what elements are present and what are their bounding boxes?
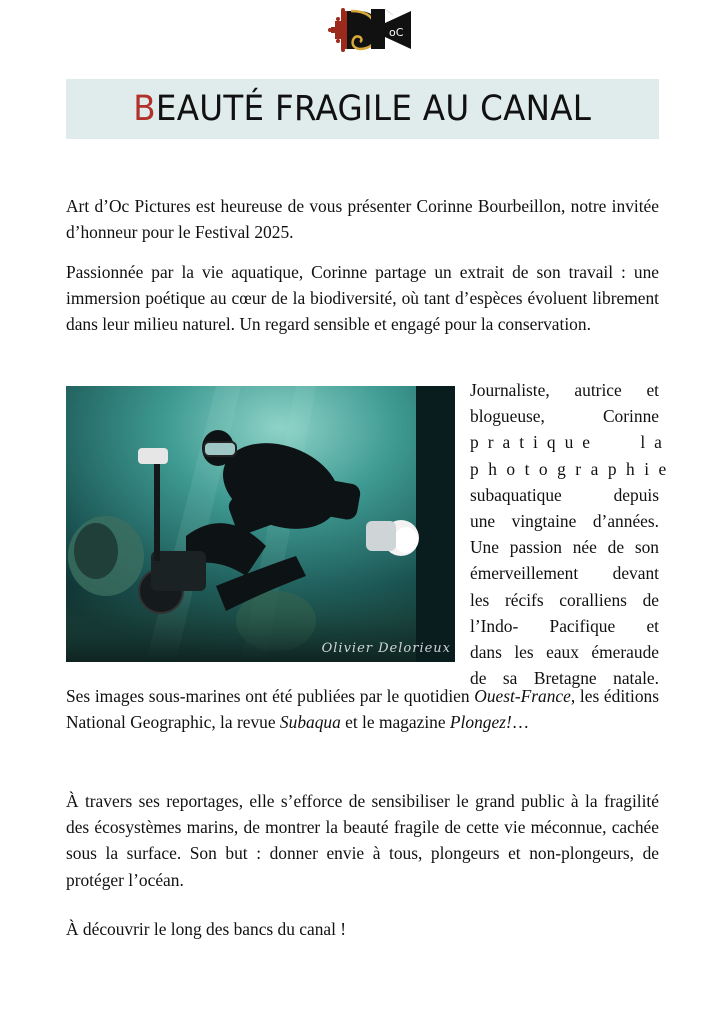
bio-line: de sa Bretagne natale. <box>470 668 659 689</box>
bio-line: subaquatique depuis <box>470 484 659 505</box>
diver-photo <box>66 386 455 662</box>
publications-text: , les éditions National Geographic, la revue <box>66 686 659 733</box>
publication-subaqua: Subaqua <box>279 712 341 733</box>
bio-line: blogueuse, Corinne <box>470 406 659 427</box>
biography-column <box>470 377 676 691</box>
underwater-diver-photo-icon <box>66 386 455 662</box>
occitan-cross-icon <box>328 8 347 52</box>
bio-line: Une passion née de son <box>470 537 659 558</box>
publications-paragraph <box>66 683 659 735</box>
publications-ellipsis: … <box>511 712 530 733</box>
photographer-signature: Olivier Delorieux <box>321 641 451 656</box>
page-title <box>133 88 592 129</box>
bio-line: dans les eaux émeraude <box>470 642 659 663</box>
closing-line: À découvrir le long des bancs du canal ! <box>66 919 347 939</box>
publication-ouest-france: Ouest-France <box>474 686 571 706</box>
bio-line: photographie <box>470 458 676 479</box>
title-banner <box>66 79 659 139</box>
logo-emblem-icon <box>327 5 413 55</box>
logo-letters: oC <box>389 26 404 39</box>
bio-line: émerveillement devant <box>470 563 659 584</box>
bio-line: l’Indo- Pacifique et <box>470 615 659 636</box>
publication-plongez: Plongez! <box>449 712 512 733</box>
bio-line: pratique la <box>470 432 671 453</box>
publications-text: Ses images sous-marines ont été publiées par le quotidien <box>66 686 475 706</box>
bio-line: une vingtaine d’années. <box>470 511 659 532</box>
title-rest: EAUTÉ FRAGILE AU CANAL <box>156 88 592 129</box>
bio-line: Journaliste, autrice et <box>470 380 659 400</box>
description-paragraph: Passionnée par la vie aquatique, Corinne partage un extrait de son travail : une immersion poétique au cœur de la biodiversité, où tant d’espèces évoluent librement dans leur milieu naturel. Un regard sensible et engagé pour la conservation. <box>66 262 659 335</box>
title-initial: B <box>133 88 157 129</box>
mission-paragraph: À travers ses reportages, elle s’efforce de sensibiliser le grand public à la fragilité des écosystèmes marins, de montrer la beauté fragile de cette vie méconnue, cachée sous la surface. Son but : donner envie à tous, plongeurs et non-plongeurs, de protéger l’océan. <box>66 791 659 890</box>
bio-line: les récifs coralliens de <box>470 589 659 610</box>
publications-text: et le magazine <box>340 712 450 733</box>
art-doc-logo <box>327 5 413 55</box>
intro-paragraph: Art d’Oc Pictures est heureuse de vous présenter Corinne Bourbeillon, notre invitée d’honneur pour le Festival 2025. <box>66 196 659 243</box>
